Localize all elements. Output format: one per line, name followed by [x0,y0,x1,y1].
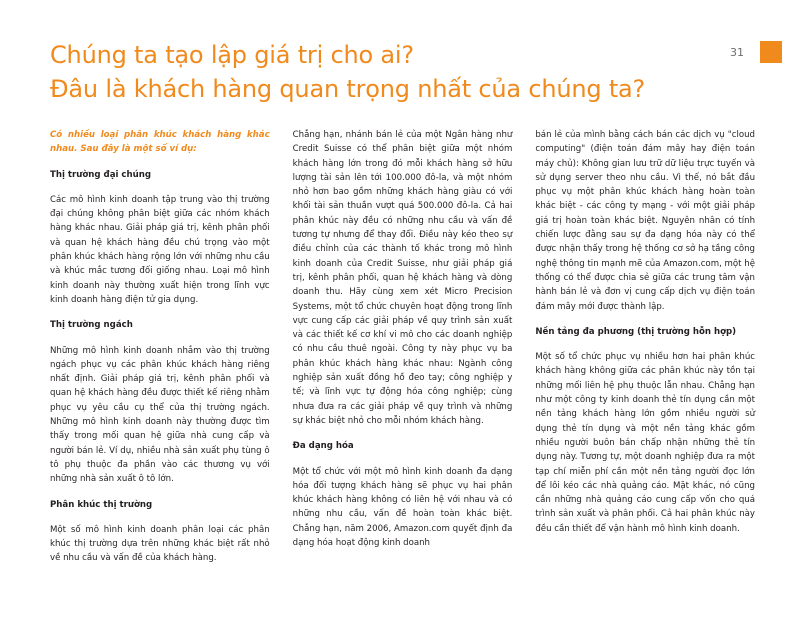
text-column-2 [293,128,513,577]
paragraph: Những mô hình kinh doanh nhắm vào thị trường ngách phục vụ các phân khúc khách hàng riêng nhất định. Giải pháp giá trị, kênh phân phối và quan hệ khách hàng đều được thiết kế riêng nhằm phục vụ yêu cầu cụ thể của thị trường ngách. Những mô hình kinh doanh này thường được tìm thấy trong mối quan hệ giữa nhà cung cấp và người bán lẻ. Ví dụ, nhiều nhà sản xuất phụ tùng ô tô phụ thuộc đa phần vào các thương vụ với những nhà sản xuất ô tô lớn. [50,345,270,485]
page-title [50,38,690,106]
page-number: 31 [730,46,744,59]
paragraph: Một số mô hình kinh doanh phân loại các phân khúc thị trường dựa trên những khác biệt rất nhỏ về nhu cầu và vấn đề của khách hàng. [50,524,270,564]
paragraph: Một số tổ chức phục vụ nhiều hơn hai phân khúc khách hàng không giữa các phân khúc này tồn tại những mối liên hệ phụ thuộc lẫn nhau. Chẳng hạn như một công ty kinh doanh thẻ tín dụng cần một nền tảng khách hàng lớn gồm nhiều người sử dụng thẻ tín dụng và một nền tảng khác gồm nhiều người buôn bán chấp nhận những thẻ tín dụng này. Tương tự, một doanh nghiệp đưa ra một tạp chí miễn phí cần một nền tảng người đọc lớn để lôi kéo các nhà quảng cáo. Mặt khác, nó cũng cần những nhà quảng cáo cung cấp vốn cho quá trình sản xuất và phân phối. Cả hai phân khúc này đều cần thiết để vận hành mô hình kinh doanh. [535,352,756,534]
section-heading: Thị trường ngách [50,320,133,331]
corner-marker [760,41,782,63]
intro-note: Có nhiều loại phân khúc khách hàng khác nhau. Sau đây là một số ví dụ: [50,130,270,155]
paragraph: Một tổ chức với một mô hình kinh doanh đa dạng hóa đối tượng khách hàng sẽ phục vụ hai phân khúc khách hàng không có liên hệ với nhau và có những nhu cầu, vấn đề hoàn toàn khác biệt. Chẳng hạn, năm 2006, Amazon.com quyết định đa dạng hóa hoạt động kinh doanh [292,466,513,549]
text-column-3 [535,128,755,577]
section-heading: Đa dạng hóa [292,441,354,452]
text-column-1 [50,128,270,577]
paragraph: Chẳng hạn, nhánh bán lẻ của một Ngân hàng như Credit Suisse có thể phân biệt giữa một nhóm khách hàng lớn trong đó mỗi khách hàng sở hữu lượng tài sản lên tới 100.000 đô-la, và một nhóm nhỏ hơn bao gồm những khách hàng giàu có với khối tài sản thuần vượt quá 500.000 đô-la. Cả hai phân khúc này đều có những nhu cầu và vấn đề tương tự nhưng để thay đổi. Điều này kéo theo sự điều chỉnh của các thành tố khác trong mô hình kinh doanh của Credit Suisse, như giải pháp giá trị, kênh phân phối, quan hệ khách hàng và dòng doanh thu. Hãy cùng xem xét Micro Precision Systems, một tổ chức chuyên hoạt động trong lĩnh vực cung cấp các giải pháp về quy trình sản xuất và các thiết kế cơ khí vi mô cho các doanh nghiệp có nhu cầu thuê ngoài. Công ty này phục vụ ba phân khúc khách hàng khác nhau: Ngành công nghiệp sản xuất đồng hồ đeo tay; công nghiệp y tế; và lĩnh vực tự động hóa công nghiệp; cùng nhưa đưa ra các giải pháp về quy trình và những sự khác biệt nhỏ cho mỗi nhóm khách hàng. [292,130,513,426]
section-heading: Nền tảng đa phương (thị trường hỗn hợp) [535,326,737,337]
headline-line-1: Chúng ta tạo lập giá trị cho ai? [50,41,414,69]
section-heading: Thị trường đại chúng [50,169,152,180]
paragraph: bán lẻ của mình bằng cách bán các dịch vụ "cloud computing" (điện toán đám mây hay điện toán máy chủ): Không gian lưu trữ dữ liệu trực tuyến và sử dụng server theo nhu cầu. Vì thế, nó bắt đầu phục vụ một phân khúc khách hàng hoàn toàn khác biệt - các công ty mạng - với một giải pháp giá trị hoàn toàn khác biệt. Nguyên nhân có tính chiến lược đằng sau sự đa dạng hóa này có thể được nhận thấy trong hệ thống cơ sở hạ tầng công nghệ thông tin mạnh mẽ của Amazon.com, một hệ thống có thể được chia sẻ giữa các trung tâm vận hành bán lẻ và đơn vị cung cấp dịch vụ điện toán đám mây mới được thành lập. [535,130,756,312]
section-heading: Phân khúc thị trường [50,499,153,510]
paragraph: Các mô hình kinh doanh tập trung vào thị trường đại chúng không phân biệt giữa các nhóm khách hàng khác nhau. Giải pháp giá trị, kênh phân phối và quan hệ khách hàng đều chú trọng vào một phân khúc khách hàng rộng lớn với những nhu cầu và khúc mắc tương đối giống nhau. Loại mô hình kinh doanh này thường xuất hiện trong lĩnh vực kinh doanh hàng điện tử gia dụng. [50,194,270,305]
headline-line-2: Đâu là khách hàng quan trọng nhất của chúng ta? [50,75,646,103]
body-columns [50,128,755,577]
